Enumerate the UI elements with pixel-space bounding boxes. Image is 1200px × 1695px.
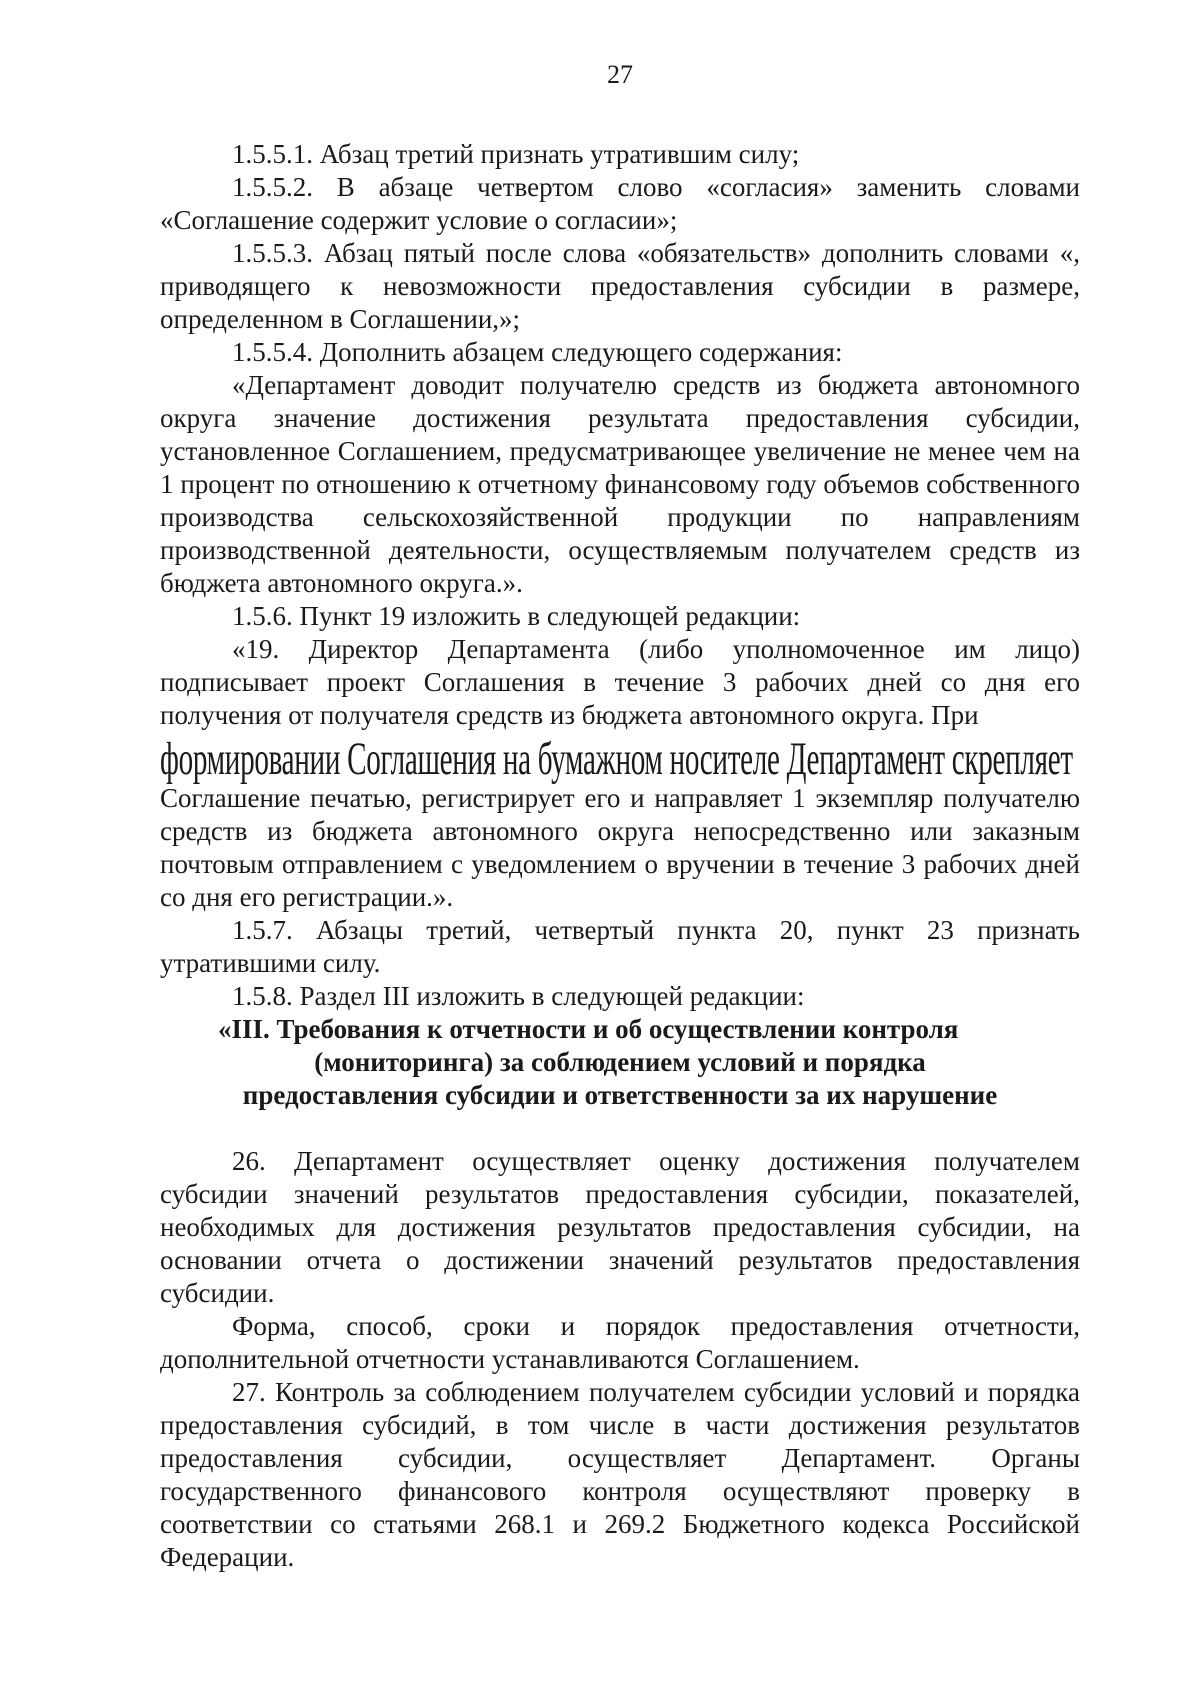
paragraph-reporting-form: Форма, способ, сроки и порядок предоставления отчетности, дополнительной отчетности устанавливаются Соглашением. — [160, 1311, 1080, 1374]
paragraph-point-19-start: «19. Директор Департамента (либо уполномоченное им лицо) подписывает проект Соглашения в течение 3 рабочих дней со дня его получения от получателя средств из бюджета автономного округа. При — [160, 634, 1080, 730]
section-heading — [160, 1013, 1080, 1112]
paragraph-1-5-5-3: 1.5.5.3. Абзац пятый после слова «обязательств» дополнить словами «, приводящего к невозможности предоставления субсидии в размере, определенном в Соглашении,»; — [160, 238, 1080, 334]
section-heading-line-3: предоставления субсидии и ответственности за их нарушение — [242, 1080, 998, 1110]
paragraph-1-5-5-2: 1.5.5.2. В абзаце четвертом слово «согласия» заменить словами «Соглашение содержит условие о согласии»; — [160, 172, 1080, 235]
paragraph-1-5-6: 1.5.6. Пункт 19 изложить в следующей редакции: — [232, 601, 801, 631]
section-heading-line-2: (мониторинга) за соблюдением условий и порядка — [314, 1047, 926, 1077]
paragraph-point-26: 26. Департамент осуществляет оценку достижения получателем субсидии значений результатов предоставления субсидии, показателей, необходимых для достижения результатов предоставления субсидии, на основании отчета о достижении значений результатов предоставления субсидии. — [160, 1146, 1080, 1308]
paragraph-1-5-7: 1.5.7. Абзацы третий, четвертый пункта 20, пункт 23 признать утратившими силу. — [160, 915, 1080, 978]
paragraph-point-19-end: Соглашение печатью, регистрирует его и направляет 1 экземпляр получателю средств из бюджета автономного округа непосредственно или заказным почтовым отправлением с уведомлением о вручении в течение 3 рабочих дней со дня его регистрации.». — [160, 783, 1080, 912]
document-body — [160, 138, 1080, 1574]
paragraph-1-5-5-1: 1.5.5.1. Абзац третий признать утратившим силу; — [232, 139, 800, 169]
paragraph-quote-department: «Департамент доводит получателю средств из бюджета автономного округа значение достижения результата предоставления субсидии, установленное Соглашением, предусматривающее увеличение не менее чем на 1 процент по отношению к отчетному финансовому году объемов собственного производства сельскохозяйственной продукции по направлениям производственной деятельности, осуществляемым получателем средств из бюджета автономного округа.». — [160, 370, 1080, 598]
paragraph-point-27: 27. Контроль за соблюдением получателем субсидии условий и порядка предоставления субсидий, в том числе в части достижения результатов предоставления субсидии, осуществляет Департамент. Органы государственного финансового контроля осуществляют проверку в соответствии со статьями 268.1 и 269.2 Бюджетного кодекса Российской Федерации. — [160, 1377, 1080, 1572]
paragraph-1-5-5-4: 1.5.5.4. Дополнить абзацем следующего содержания: — [232, 337, 843, 367]
paragraph-1-5-8: 1.5.8. Раздел III изложить в следующей редакции: — [232, 981, 805, 1011]
section-heading-line-1: «III. Требования к отчетности и об осуществлении контроля — [218, 1014, 959, 1044]
page-number: 27 — [607, 60, 633, 89]
spacer — [160, 1112, 1080, 1145]
document-page — [160, 0, 1080, 1695]
paragraph-point-19-condensed-line: формировании Соглашения на бумажном носителе Департамент скрепляет — [160, 733, 1073, 785]
